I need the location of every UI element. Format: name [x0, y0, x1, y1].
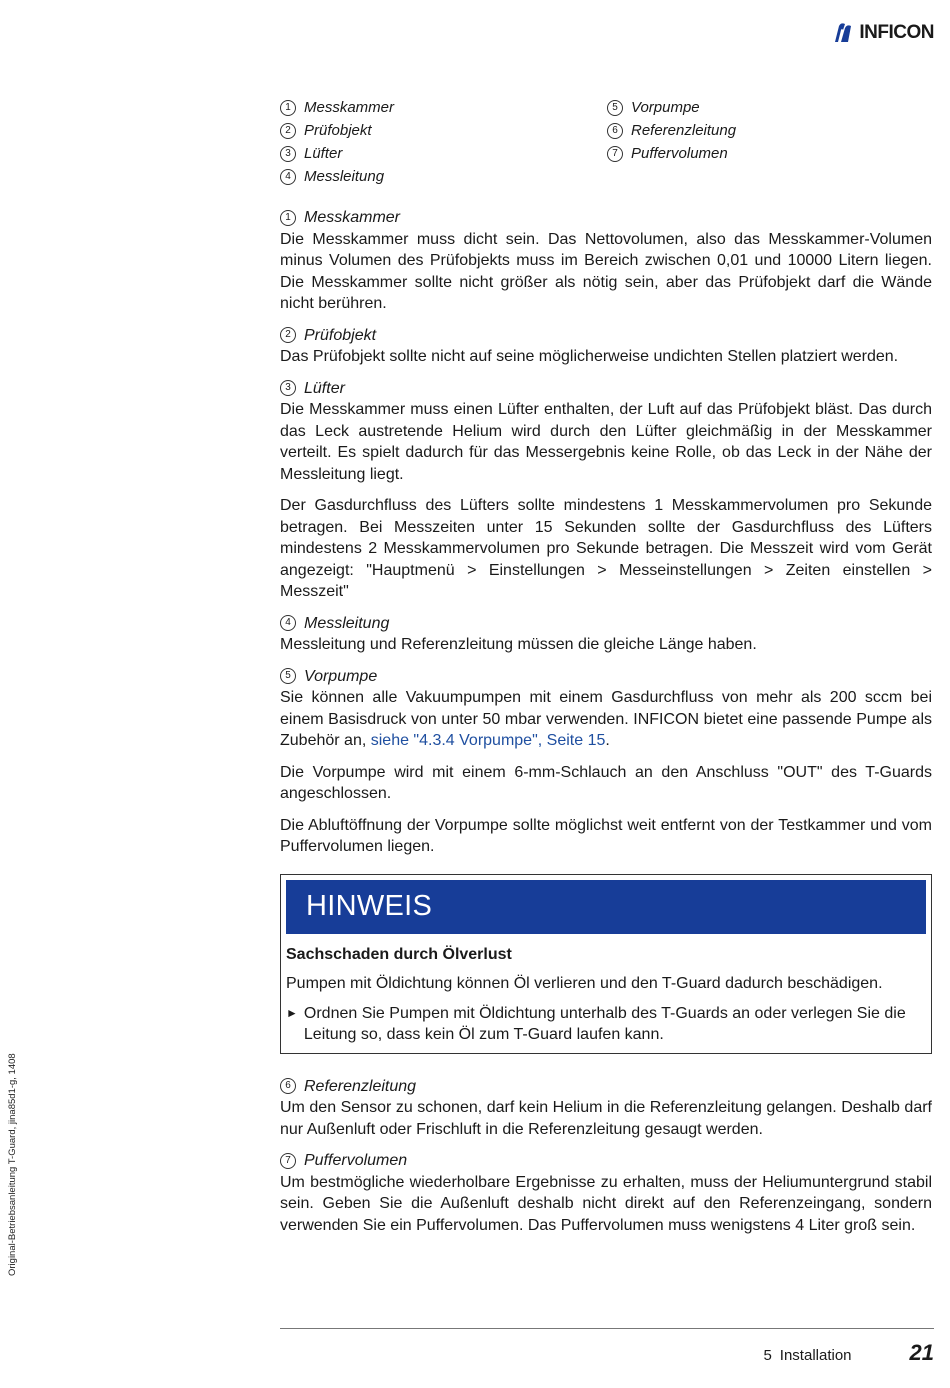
section-heading	[280, 325, 932, 347]
logo-text: INFICON	[859, 22, 934, 43]
number-circle: 5	[607, 100, 623, 116]
number-circle: 2	[280, 123, 296, 139]
number-circle: 3	[280, 380, 296, 396]
side-note-text: Original-Betriebsanleitung T-Guard, jina85d1-g, 1408	[7, 1053, 18, 1276]
paragraph: Messleitung und Referenzleitung müssen die gleiche Länge haben.	[280, 636, 757, 653]
section-luefter	[280, 378, 932, 603]
section-pruefobjekt	[280, 325, 932, 368]
number-circle: 4	[280, 615, 296, 631]
legend-label: Prüfobjekt	[304, 122, 372, 139]
section-title: Prüfobjekt	[304, 326, 377, 344]
legend-label: Lüfter	[304, 145, 343, 162]
legend-item	[280, 142, 600, 165]
legend-item	[607, 119, 927, 142]
section-heading	[280, 378, 932, 400]
inficon-logo-mark-icon	[833, 22, 855, 44]
paragraph: Die Abluftöffnung der Vorpumpe sollte möglichst weit entfernt von der Testkammer und vom Puffervolumen liegen.	[280, 816, 932, 855]
number-circle: 6	[607, 123, 623, 139]
section-puffervolumen	[280, 1150, 932, 1236]
section-referenzleitung	[280, 1076, 932, 1141]
number-circle: 4	[280, 169, 296, 185]
section-title: Lüfter	[304, 379, 345, 397]
legend-label: Puffervolumen	[631, 145, 728, 162]
legend-label: Messleitung	[304, 168, 385, 185]
section-heading	[280, 1076, 932, 1098]
paragraph: Der Gasdurchfluss des Lüfters sollte mindestens 1 Messkammervolumen pro Sekunde betragen. Bei Messzeiten unter 15 Sekunden sollte der Gasdurchfluss des Lüfters mindestens 2 Messkammervolumen pro Sekunde betragen. Die Messzeit wird vom Gerät angezeigt: "Hauptmenü > Einstellungen > Messeinstellungen > Zeiten einstellen > Messzeit"	[280, 497, 932, 600]
page-footer	[763, 1340, 934, 1366]
section-messleitung	[280, 613, 932, 656]
legend-item	[607, 96, 927, 119]
section-vorpumpe	[280, 666, 932, 858]
legend-item	[607, 142, 927, 165]
number-circle: 3	[280, 146, 296, 162]
paragraph: Um bestmögliche wiederholbare Ergebnisse zu erhalten, muss der Heliumuntergrund stabil sein. Geben Sie die Außenluft deshalb nicht direkt auf den Referenzeingang, sondern verwenden Sie ein Puffervolumen. Das Puffervolumen muss wenigstens 4 Liter groß sein.	[280, 1173, 932, 1234]
paragraph-text: Sie können alle Vakuumpumpen mit einem Gasdurchfluss von mehr als 200 sccm bei einem Basisdruck von unter 50 mbar verwenden. INFICON bietet eine passende Pumpe als Zubehör an,	[280, 689, 932, 749]
number-circle: 2	[280, 327, 296, 343]
legend-item	[280, 119, 600, 142]
paragraph: Um den Sensor zu schonen, darf kein Helium in die Referenzleitung gelangen. Deshalb darf nur Außenluft oder Frischluft in die Referenzleitung gesaugt werden.	[280, 1099, 932, 1138]
section-title: Referenzleitung	[304, 1077, 417, 1095]
legend-label: Messkammer	[304, 99, 395, 116]
number-circle: 7	[280, 1153, 296, 1169]
paragraph: Die Messkammer muss einen Lüfter enthalten, der Luft auf das Prüfobjekt bläst. Das durch das Leck austretende Helium wird durch den Lüfter gleichmäßig in der Messkammer verteilt. Es spielt dadurch für das Messergebnis keine Rolle, ob das Leck in der Nähe der Messleitung liegt.	[280, 401, 932, 483]
section-title: Messleitung	[304, 614, 390, 632]
number-circle: 5	[280, 668, 296, 684]
legend-column-left	[280, 96, 600, 188]
legend-item	[280, 165, 600, 188]
paragraph: Die Messkammer muss dicht sein. Das Nettovolumen, also das Messkammer-Volumen minus Volumen des Prüfobjekts muss im Bereich zwischen 0,01 und 10000 Litern liegen. Die Messkammer sollte nicht größer als nötig sein, aber das Prüfobjekt darf die Wände nicht berühren.	[280, 230, 932, 312]
section-heading	[280, 207, 932, 229]
cross-reference-link[interactable]: siehe "4.3.4 Vorpumpe", Seite 15	[370, 732, 606, 749]
section-heading	[280, 613, 932, 635]
legend-label: Vorpumpe	[631, 99, 700, 116]
inficon-logo	[833, 22, 934, 44]
footer-divider	[280, 1328, 934, 1329]
arrow-bullet-icon: ►	[286, 1005, 298, 1020]
footer-chapter	[763, 1347, 851, 1364]
legend-column-right	[607, 96, 927, 165]
notice-box	[280, 874, 932, 1054]
chapter-number: 5	[763, 1347, 772, 1364]
notice-action	[286, 1003, 926, 1046]
notice-title: Sachschaden durch Ölverlust	[286, 945, 512, 963]
notice-heading: HINWEIS	[286, 880, 926, 934]
page-number: 21	[909, 1340, 934, 1365]
section-title: Vorpumpe	[304, 667, 378, 685]
side-note	[4, 1040, 18, 1280]
chapter-title: Installation	[779, 1347, 852, 1364]
paragraph: Die Vorpumpe wird mit einem 6-mm-Schlauch an den Anschluss "OUT" des T-Guards angeschlossen.	[280, 763, 932, 802]
number-circle: 1	[280, 210, 296, 226]
paragraph	[280, 687, 932, 752]
section-heading	[280, 666, 932, 688]
section-title: Puffervolumen	[304, 1152, 408, 1169]
section-title: Messkammer	[304, 209, 401, 226]
paragraph: Das Prüfobjekt sollte nicht auf seine möglicherweise undichten Stellen platziert werden.	[280, 348, 899, 365]
notice-text: Pumpen mit Öldichtung können Öl verlieren und den T-Guard dadurch beschädigen.	[286, 975, 883, 992]
section-heading	[280, 1150, 932, 1172]
notice-action-text: Ordnen Sie Pumpen mit Öldichtung unterhalb des T-Guards an oder verlegen Sie die Leitung so, dass kein Öl zum T-Guard laufen kann.	[303, 1004, 906, 1043]
section-messkammer	[280, 207, 932, 315]
legend-label: Referenzleitung	[631, 122, 737, 139]
number-circle: 7	[607, 146, 623, 162]
legend-item	[280, 96, 600, 119]
main-content	[280, 207, 932, 1246]
paragraph-end: .	[605, 732, 610, 749]
number-circle: 1	[280, 100, 296, 116]
number-circle: 6	[280, 1078, 296, 1094]
